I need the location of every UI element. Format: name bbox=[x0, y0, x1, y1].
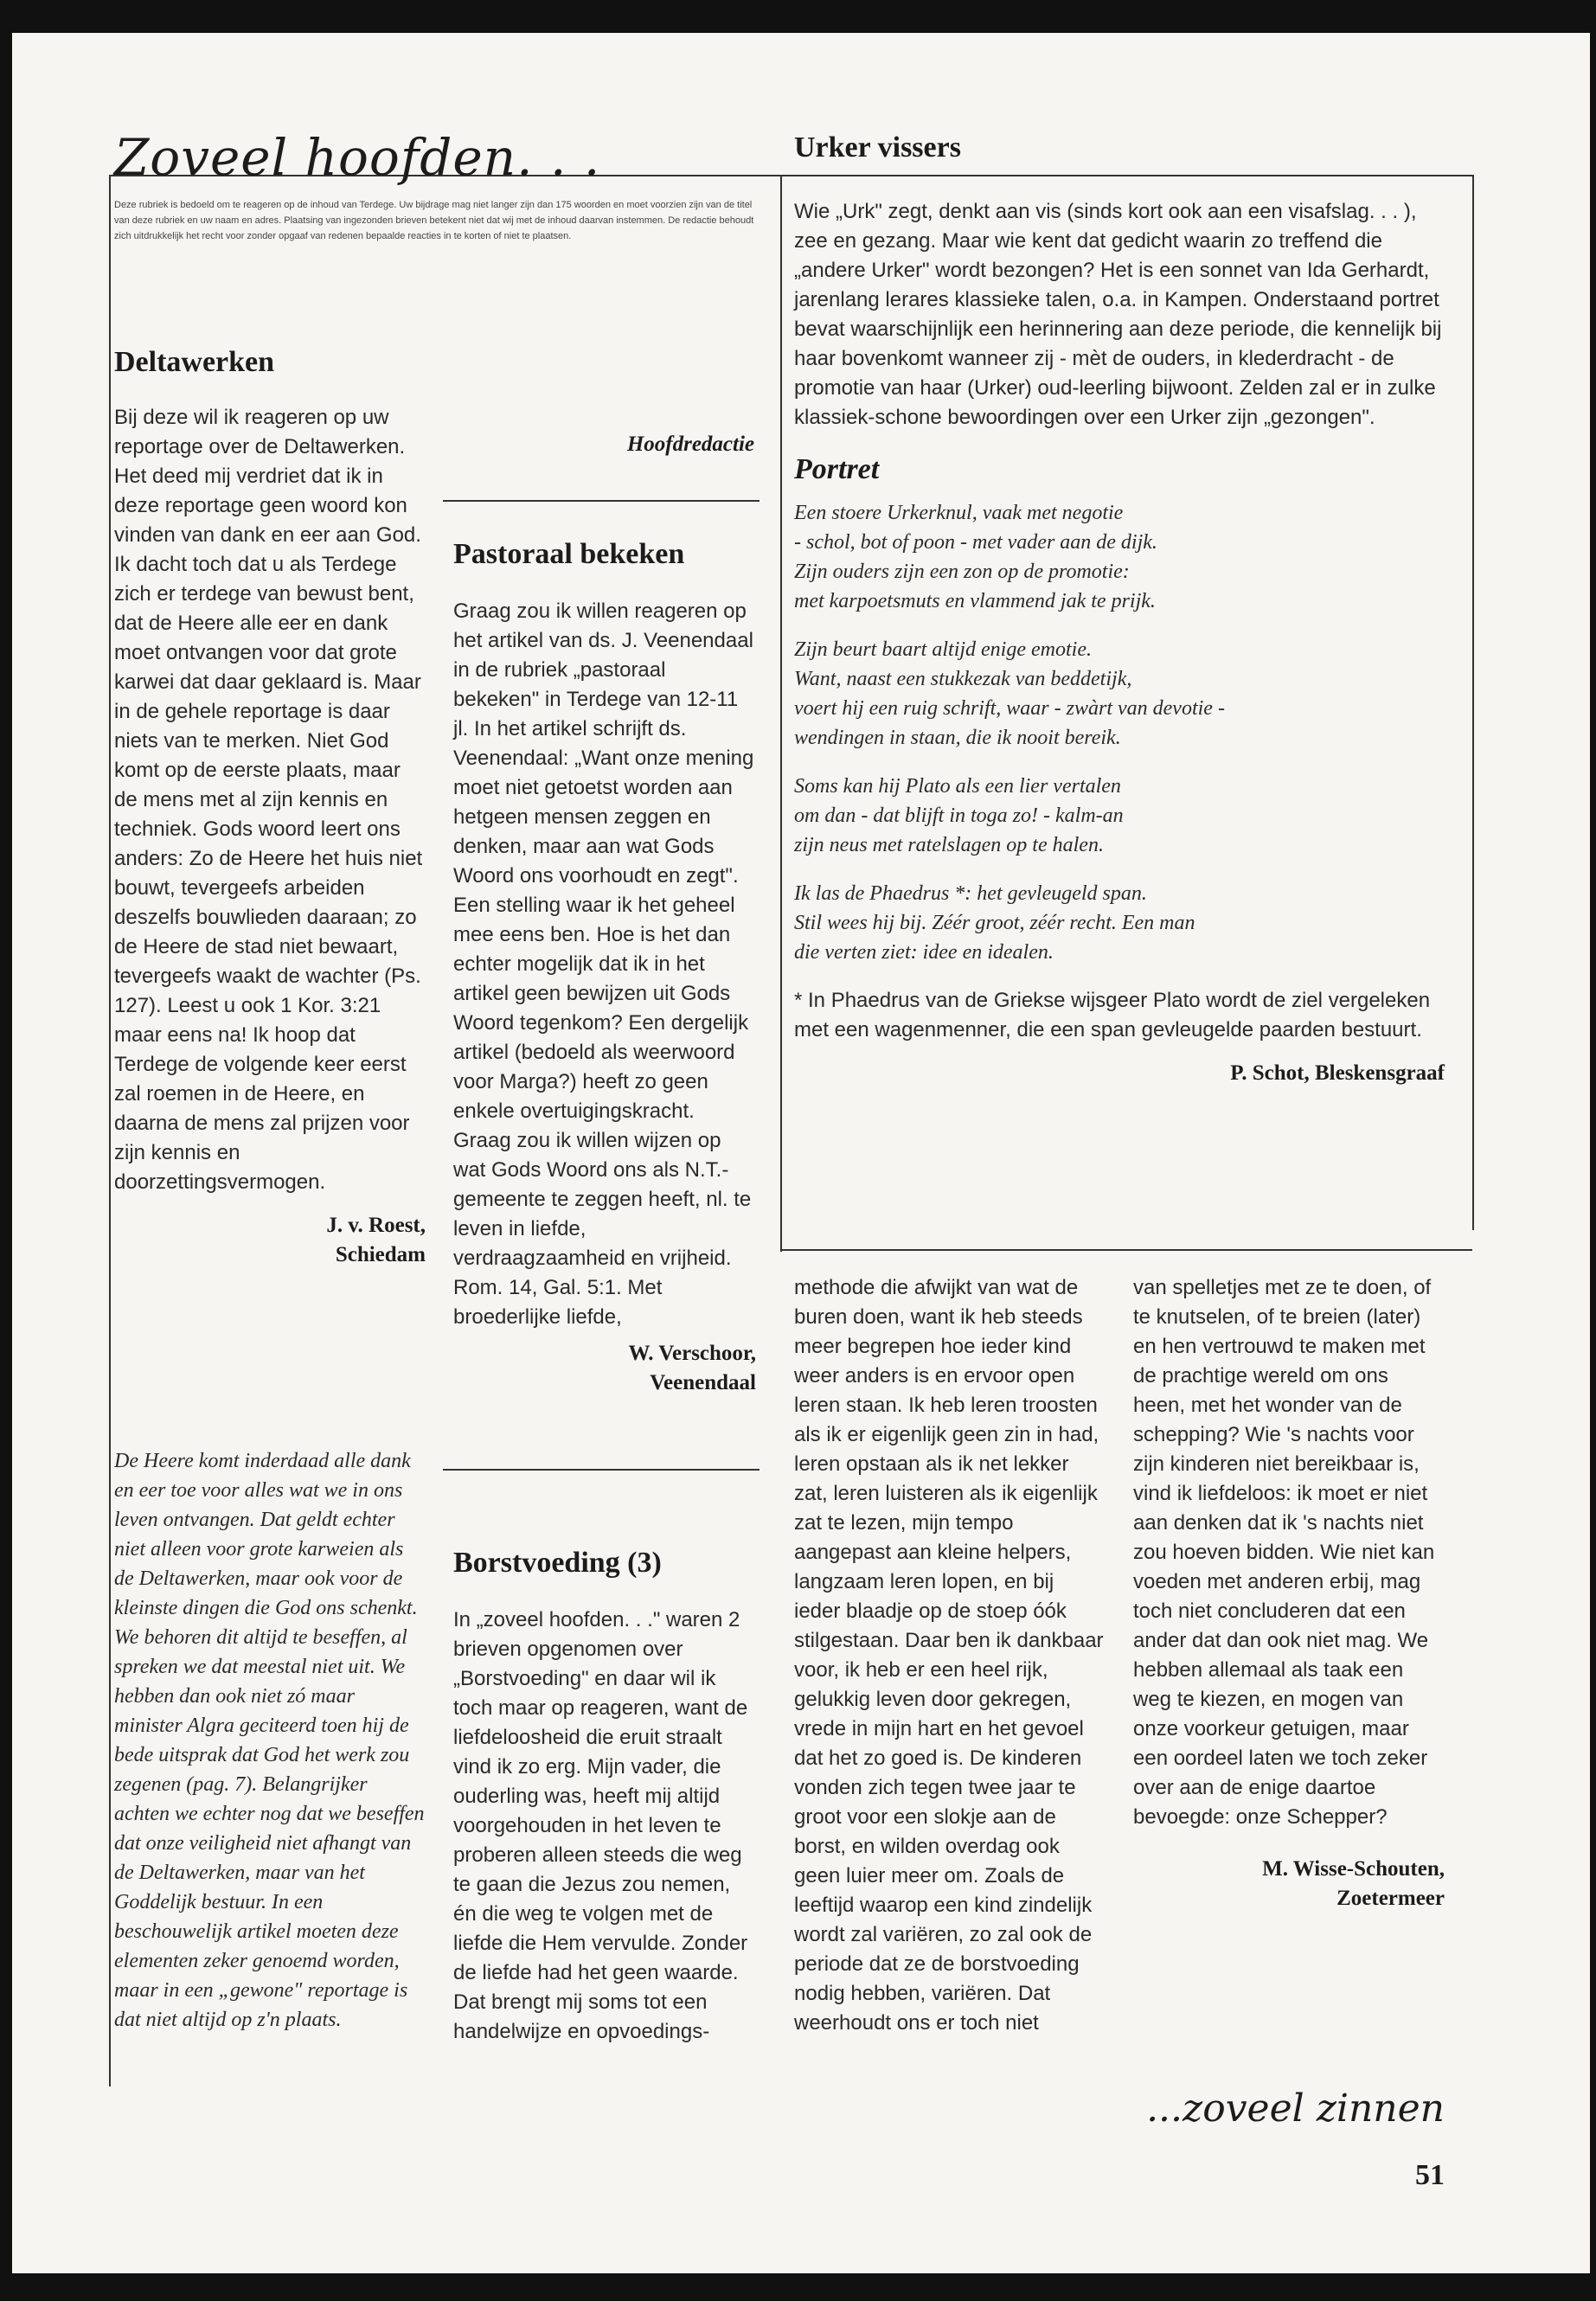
borstvoeding-col1: In „zoveel hoofden. . ." waren 2 brieven opgenomen over „Borstvoeding" en daar wil ik toch maar op reageren, want de liefdeloosheid die eruit straalt vind ik zo erg. Mijn vader, die ouderling was, heeft mij altijd voorgehouden in het leven te proberen alleen steeds die weg te gaan die Jezus zou nemen, én die weg te volgen met de liefde die Hem vervulde. Zonder de liefde had het geen waarde. Dat brengt mij soms tot een handelwijze en opvoedings- bbox=[453, 1608, 748, 2043]
article-deltawerken bbox=[114, 346, 426, 1270]
urker-signature: P. Schot, Bleskensgraaf bbox=[1230, 1061, 1445, 1085]
pastoraal-signature-place: Veenendaal bbox=[650, 1371, 756, 1394]
poem-line: Zijn ouders zijn een zon op de promotie: bbox=[794, 561, 1130, 583]
poem-line: Een stoere Urkerknul, vaak met negotie bbox=[794, 502, 1124, 524]
poem-line: voert hij een ruig schrift, waar - zwàrt van devotie - bbox=[794, 697, 1225, 720]
closing-title: ...zoveel zinnen bbox=[1146, 2086, 1445, 2131]
poem-line: met karpoetsmuts en vlammend jak te prijk. bbox=[794, 590, 1156, 612]
poem-line: - schol, bot of poon - met vader aan de dijk. bbox=[794, 531, 1157, 554]
frame-rule-left bbox=[109, 175, 111, 2086]
deltawerken-body: Bij deze wil ik reageren op uw reportage over de Deltawerken. Het deed mij verdriet dat ik in deze reportage geen woord kon vinden van dank en eer aan God. Ik dacht toch dat u als Terdege zich er terdege van bewust bent, dat de Heere alle eer en dank moet ontvangen voor dat grote karwei dat daar geklaard is. Maar in de gehele reportage is daar niets van te merken. Niet God komt op de eerste plaats, maar de mens met al zijn kennis en techniek. Gods woord leert ons anders: Zo de Heere het huis niet bouwt, tevergeefs arbeiden deszelfs bouwlieden daaraan; zo de Heere de stad niet bewaart, tevergeefs waakt de wachter (Ps. 127). Leest u ook 1 Kor. 3:21 maar eens na! Ik hoop dat Terdege de volgende keer eerst zal roemen in de Heere, en daarna de mens zal prijzen voor zijn kennis en doorzettingsvermogen. bbox=[114, 406, 423, 1194]
article-urker-vissers bbox=[794, 131, 1445, 1088]
pastoraal-body: Graag zou ik willen reageren op het artikel van ds. J. Veenendaal in de rubriek „pastoraal bekeken" in Terdege van 12-11 jl. In het artikel schrijft ds. Veenendaal: „Want onze mening moet niet getoetst worden aan hetgeen mensen zeggen en denken, maar aan wat Gods Woord ons voorhoudt en zegt". Een stelling waar ik het geheel mee eens ben. Hoe is het dan echter mogelijk dat ik in het artikel geen bewijzen uit Gods Woord tegenkom? Een dergelijk artikel (bedoeld als weerwoord voor Marga?) heeft zo geen enkele overtuigingskracht. Graag zou ik willen wijzen op wat Gods Woord ons als N.T.-gemeente te zeggen heeft, nl. te leven in liefde, verdraagzaamheid en vrijheid. Rom. 14, Gal. 5:1. Met broederlijke liefde, bbox=[453, 599, 754, 1329]
deltawerken-reply-signature: Hoofdredactie bbox=[626, 433, 754, 456]
poem-line: Soms kan hij Plato als een lier vertalen bbox=[794, 775, 1121, 798]
deltawerken-signature-name: J. v. Roest, bbox=[326, 1214, 426, 1237]
article-borstvoeding bbox=[453, 1547, 756, 2047]
poem-footnote: * In Phaedrus van de Griekse wijsgeer Plato wordt de ziel vergeleken met een wagenmenner, die een span gevleugelde paarden bestuurt. bbox=[794, 989, 1431, 1042]
frame-rule-right bbox=[1472, 175, 1474, 1230]
page-number: 51 bbox=[1415, 2159, 1445, 2191]
pastoraal-signature-name: W. Verschoor, bbox=[628, 1342, 756, 1365]
borstvoeding-heading: Borstvoeding (3) bbox=[453, 1547, 662, 1579]
poem-line: Stil wees hij bij. Zéér groot, zéér recht. Een man bbox=[794, 912, 1195, 934]
frame-rule-bottom bbox=[780, 1249, 1472, 1251]
borstvoeding-signature-name: M. Wisse-Schouten, bbox=[1262, 1857, 1445, 1881]
poem-line: die verten ziet: idee en idealen. bbox=[794, 941, 1054, 964]
pastoraal-heading: Pastoraal bekeken bbox=[453, 538, 685, 570]
page-title: Zoveel hoofden. . . bbox=[114, 128, 601, 187]
divider bbox=[443, 500, 760, 502]
poem bbox=[794, 498, 1445, 967]
deltawerken-heading: Deltawerken bbox=[114, 346, 275, 378]
borstvoeding-signature-place: Zoetermeer bbox=[1336, 1887, 1445, 1910]
frame-rule-middle bbox=[780, 175, 782, 1252]
divider bbox=[443, 1469, 760, 1471]
poem-line: Ik las de Phaedrus *: het gevleugeld span. bbox=[794, 882, 1147, 905]
poem-line: Zijn beurt baart altijd enige emotie. bbox=[794, 638, 1092, 661]
article-pastoraal bbox=[453, 538, 756, 1398]
deltawerken-signature-place: Schiedam bbox=[335, 1243, 426, 1266]
poem-line: Want, naast een stukkezak van beddetijk, bbox=[794, 668, 1132, 690]
poem-line: om dan - dat blijft in toga zo! - kalm-an bbox=[794, 804, 1124, 827]
borstvoeding-col3: van spelletjes met ze te doen, of te knutselen, of te breien (later) en hen vertrouwd te maken met de prachtige wereld om ons heen, met het wonder van de schepping? Wie 's nachts voor zijn kinderen niet bereikbaar is, vind ik liefdeloos: ik moet er niet aan denken dat ik 's nachts niet zou hoeven bidden. Wie niet kan voeden met anderen erbij, mag toch niet concluderen dat een ander dat dan ook niet mag. We hebben allemaal als taak een weg te kiezen, en mogen van onze voorkeur getuigen, maar een oordeel laten we toch zeker over aan de enige daartoe bevoegde: onze Schepper? bbox=[1133, 1276, 1435, 1829]
borstvoeding-col2: methode die afwijkt van wat de buren doen, want ik heb steeds meer begrepen hoe ieder kind weer anders is en ervoor open leren staan. Ik heb leren troosten als ik er eigenlijk geen zin in had, leren opstaan als ik net lekker zat, leren luisteren als ik eigenlijk zat te lezen, mijn tempo aangepast aan kleine helpers, langzaam leren lopen, en bij ieder blaadje op de stoep óók stilgestaan. Daar ben ik dankbaar voor, ik heb er een heel rijk, gelukkig leven door gekregen, vrede in mijn hart en het gevoel dat het zo goed is. De kinderen vonden zich tegen twee jaar te groot voor een slokje aan de borst, en wilden overdag ook geen luier meer om. Zoals de leeftijd waarop een kind zindelijk wordt zal variëren, zo zal ook de periode dat ze de borstvoeding nodig hebben, variëren. Dat weerhoudt ons er toch niet bbox=[794, 1276, 1104, 2035]
poem-title: Portret bbox=[794, 453, 880, 485]
urker-body: Wie „Urk" zegt, denkt aan vis (sinds kort ook aan een visafslag. . . ), zee en gezang. Maar wie kent dat gedicht waarin zo treffend die „andere Urker" wordt bezongen? Het is een sonnet van Ida Gerhardt, jarenlang lerares klassieke talen, o.a. in Kampen. Onderstaand portret bevat waarschijnlijk een herinnering aan deze periode, die kennelijk bij haar bovenkomt wanneer zij - mèt de ouders, in klederdracht - de promotie van haar (Urker) oud-leerling bijwoont. Zelden zal er in zulke klassiek-schone bewoordingen over een Urker zijn „gezongen". bbox=[794, 200, 1442, 429]
deltawerken-reply: De Heere komt inderdaad alle dank en eer toe voor alles wat we in ons leven ontvangen. Dat geldt echter niet alleen voor grote karweien als de Deltawerken, maar ook voor de kleinste dingen die God ons schenkt. We behoren dit altijd te beseffen, al spreken we dat meestal niet uit. We hebben dan ook niet zó maar minister Algra geciteerd toen hij de bede uitsprak dat God het werk zou zegenen (pag. 7). Belangrijker achten we echter nog dat we beseffen dat onze veiligheid niet afhangt van de Deltawerken, maar van het Goddelijk bestuur. In een beschouwelijk artikel moeten deze elementen zeker genoemd worden, maar in een „gewone" reportage is dat niet altijd op z'n plaats. bbox=[114, 1450, 425, 2031]
urker-heading: Urker vissers bbox=[794, 131, 961, 163]
rubric-intro: Deze rubriek is bedoeld om te reageren op de inhoud van Terdege. Uw bijdrage mag niet langer zijn dan 175 woorden en moet voorzien zijn van de titel van deze rubriek en uw naam en adres. Plaatsing van ingezonden brieven betekent niet dat wij met de inhoud daarvan instemmen. De redactie behoudt zich uitdrukkelijk het recht voor zonder opgaaf van redenen bepaalde reacties in te korten of niet te plaatsen. bbox=[114, 200, 754, 241]
poem-line: wendingen in staan, die ik nooit bereik. bbox=[794, 727, 1121, 749]
poem-line: zijn neus met ratelslagen op te halen. bbox=[794, 834, 1104, 856]
